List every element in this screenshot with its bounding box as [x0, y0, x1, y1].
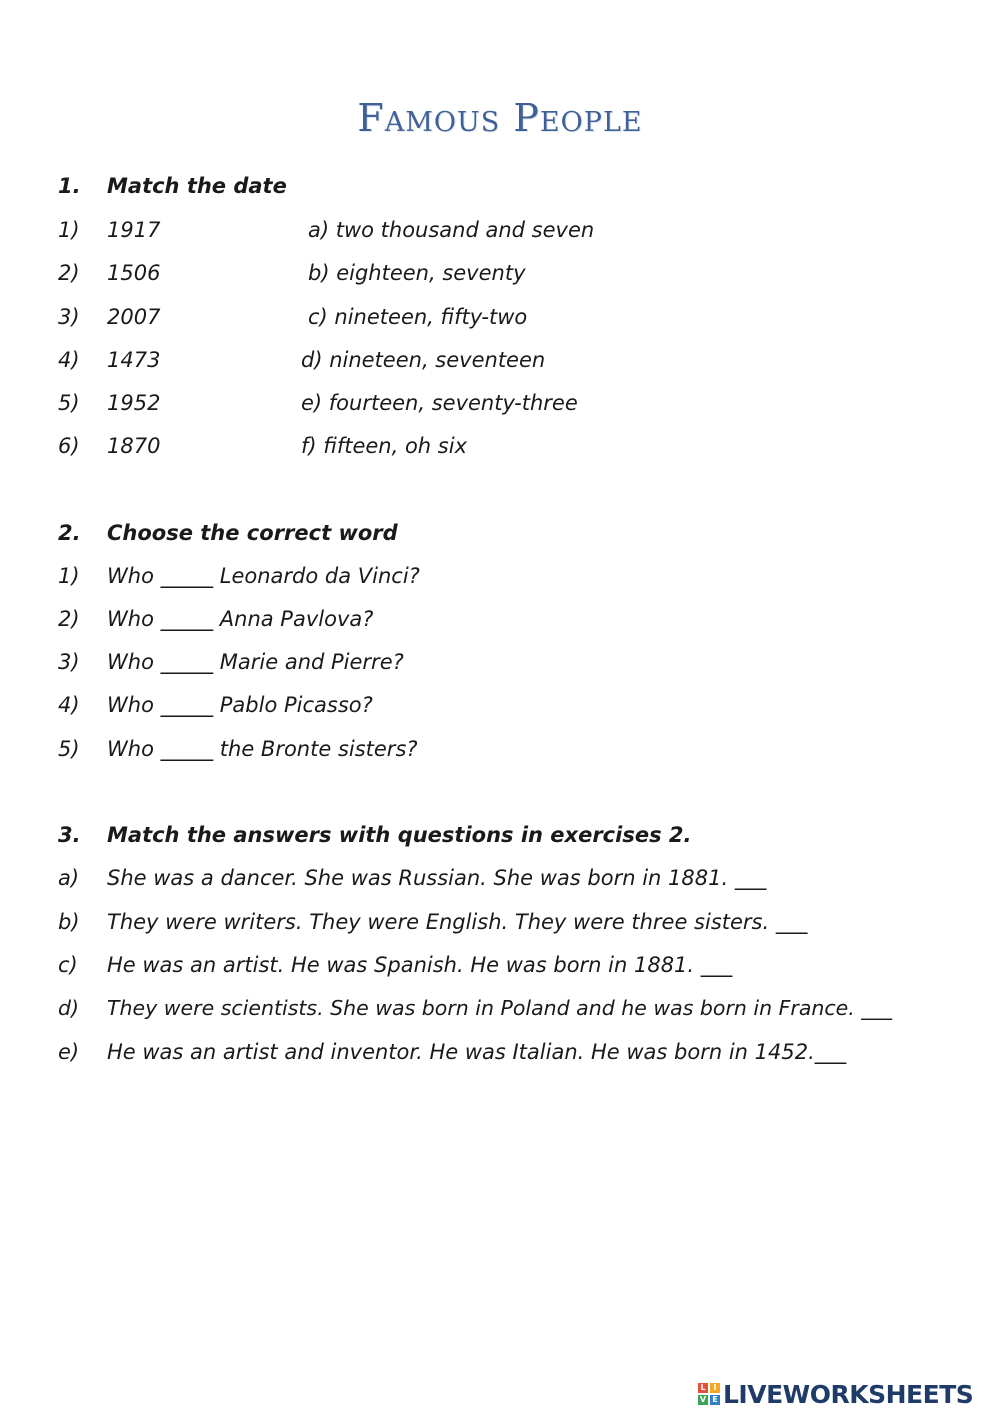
date-value: 1952 — [107, 391, 161, 415]
date-value: 1870 — [107, 434, 161, 458]
answer-letter: c) — [58, 953, 78, 977]
exercise-2-number: 2. — [58, 521, 81, 545]
answer-letter: e) — [58, 1040, 80, 1064]
exercise-1-title: Match the date — [107, 174, 287, 198]
question-number: 1) — [58, 564, 80, 588]
logo-letter: L — [698, 1383, 708, 1393]
answer-text: He was an artist and inventor. He was Italian. He was born in 1452.___ — [107, 1040, 847, 1064]
exercise-3-number: 3. — [58, 823, 81, 847]
logo-letter: V — [699, 1395, 707, 1404]
question-text: Who _____ Marie and Pierre? — [107, 650, 404, 674]
logo-mark-icon — [698, 1383, 720, 1405]
exercise-1-number: 1. — [58, 174, 81, 198]
exercise-3-title: Match the answers with questions in exercises 2. — [107, 823, 692, 847]
date-option: c) nineteen, fifty-two — [308, 305, 528, 329]
date-option: e) fourteen, seventy-three — [301, 391, 578, 415]
question-number: 4) — [58, 693, 80, 717]
logo-letter: I — [710, 1383, 720, 1393]
date-row-number: 2) — [58, 261, 80, 285]
date-value: 2007 — [107, 305, 161, 329]
date-value: 1506 — [107, 261, 161, 285]
date-value: 1473 — [107, 348, 161, 372]
date-row-number: 1) — [58, 218, 80, 242]
question-text: Who _____ Leonardo da Vinci? — [107, 564, 420, 588]
question-number: 5) — [58, 737, 80, 761]
question-number: 3) — [58, 650, 80, 674]
answer-text: She was a dancer. She was Russian. She was born in 1881. ___ — [107, 866, 767, 890]
answer-text: They were scientists. She was born in Poland and he was born in France. ___ — [107, 996, 893, 1020]
logo-letter: E — [710, 1395, 720, 1405]
date-row-number: 4) — [58, 348, 80, 372]
date-option: f) fifteen, oh six — [301, 434, 467, 458]
answer-letter: d) — [58, 996, 80, 1020]
question-text: Who _____ the Bronte sisters? — [107, 737, 418, 761]
date-row-number: 5) — [58, 391, 80, 415]
date-row-number: 6) — [58, 434, 80, 458]
date-value: 1917 — [107, 218, 161, 242]
question-text: Who _____ Anna Pavlova? — [107, 607, 374, 631]
question-text: Who _____ Pablo Picasso? — [107, 693, 373, 717]
answer-letter: a) — [58, 866, 80, 890]
answer-letter: b) — [58, 910, 80, 934]
logo-text: LIVEWORKSHEETS — [723, 1379, 974, 1409]
date-option: b) eighteen, seventy — [308, 261, 526, 285]
liveworksheets-logo — [698, 1381, 973, 1407]
date-row-number: 3) — [58, 305, 80, 329]
answer-text: They were writers. They were English. They were three sisters. ___ — [107, 910, 808, 934]
date-option: a) two thousand and seven — [308, 218, 595, 242]
question-number: 2) — [58, 607, 80, 631]
answer-text: He was an artist. He was Spanish. He was born in 1881. ___ — [107, 953, 733, 977]
date-option: d) nineteen, seventeen — [301, 348, 546, 372]
page-title: Famous People — [357, 96, 643, 140]
exercise-2-title: Choose the correct word — [107, 521, 398, 545]
